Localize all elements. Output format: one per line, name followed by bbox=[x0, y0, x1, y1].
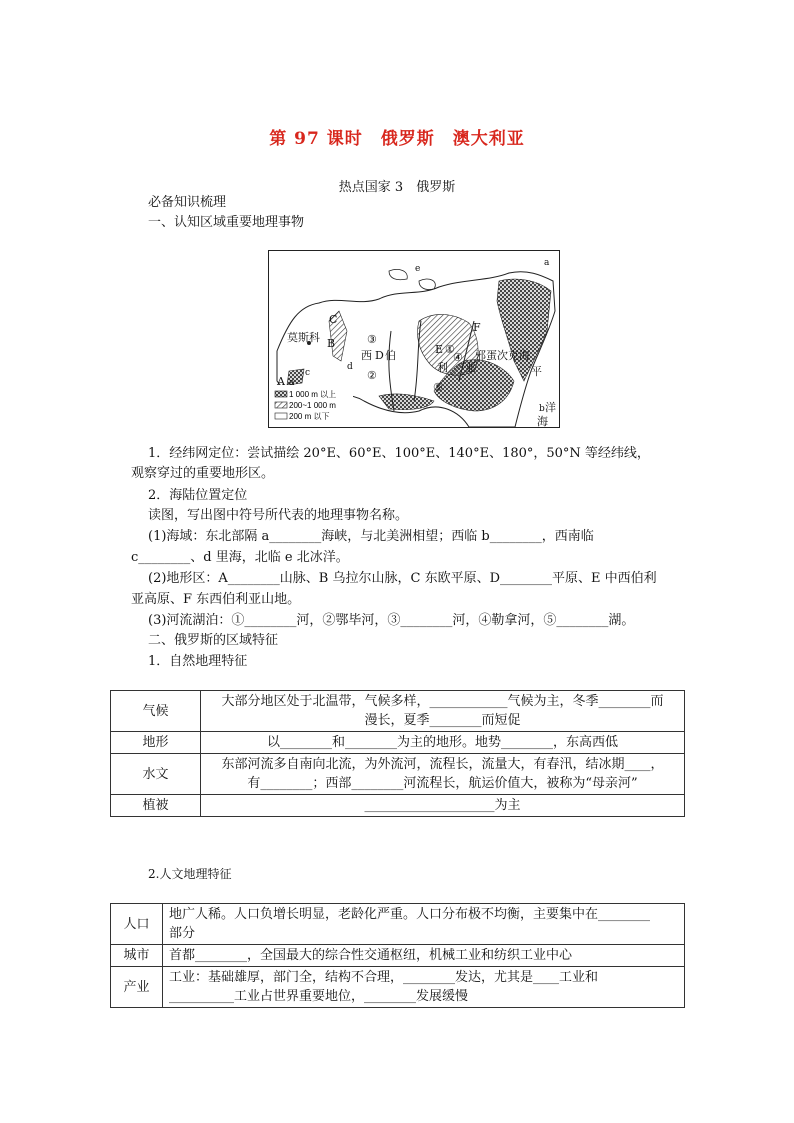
map-label-e: e bbox=[415, 264, 421, 274]
climate-line-2: 漫长，夏季________而短促 bbox=[364, 713, 521, 728]
map-label-b: b bbox=[539, 404, 545, 414]
table-row bbox=[111, 967, 685, 1008]
russia-map-graphic bbox=[269, 251, 559, 427]
hydrology-line-1: 东部河流多自南向北流，为外流河，流程长，流量大，有春汛，结冰期____， bbox=[221, 757, 664, 772]
human-heading: 2.人文地理特征 bbox=[148, 867, 232, 881]
map-label-verkhoyansk: 邪蛋次克海 bbox=[475, 349, 530, 362]
row-label-city: 城市 bbox=[111, 945, 163, 967]
table-row bbox=[111, 795, 685, 817]
row-content-hydrology bbox=[201, 754, 685, 795]
map-label-ya: 亚 bbox=[465, 361, 476, 374]
population-line-1: 地广人稀。人口负增长明显，老龄化严重。人口分布极不均衡，主要集中在________ bbox=[169, 907, 651, 922]
table-row bbox=[111, 732, 685, 754]
table-row bbox=[111, 945, 685, 967]
map-label-4: ④ bbox=[453, 351, 463, 364]
part2-heading: 二、俄罗斯的区域特征 bbox=[148, 633, 279, 648]
map-label-d: d bbox=[347, 362, 353, 372]
part1-heading: 一、认知区域重要地理事物 bbox=[148, 215, 305, 230]
map-label-xi: 西 bbox=[361, 349, 372, 362]
row-content-climate bbox=[201, 691, 685, 732]
vegetation-line-1: ____________________为主 bbox=[364, 798, 521, 813]
industry-line-1: 工业：基础雄厚，部门全，结构不合理，________发达，尤其是____工业和 bbox=[169, 970, 599, 985]
hydrology-line-2: 有________；西部________河流程长，航运价值大，被称为“母亲河” bbox=[247, 776, 638, 791]
row-label-vegetation: 植被 bbox=[111, 795, 201, 817]
natural-heading: 1．自然地理特征 bbox=[148, 654, 248, 669]
industry-line-2: __________工业占世界重要地位，________发展缓慢 bbox=[169, 989, 469, 1004]
table-row bbox=[111, 691, 685, 732]
row-label-hydrology: 水文 bbox=[111, 754, 201, 795]
q2-landform-line2: 亚高原、F 东西伯利亚山地。 bbox=[131, 592, 301, 607]
map-label-yang: 洋 bbox=[545, 401, 556, 414]
map-label-A: A bbox=[277, 375, 285, 388]
population-line-2: 部分 bbox=[169, 926, 196, 941]
legend-label-low: 200 m 以下 bbox=[289, 412, 330, 421]
map-label-a-west: a bbox=[289, 378, 295, 388]
q1-line1: 1．经纬网定位：尝试描绘 20°E、60°E、100°E、140°E、180°，50°N 等经纬线， bbox=[148, 446, 650, 461]
map-label-B: B bbox=[327, 337, 336, 350]
row-label-industry: 产业 bbox=[111, 967, 163, 1008]
row-content-population bbox=[163, 904, 685, 945]
q2-rivers-line: (3)河流湖泊：①________河，②鄂毕河，③________河，④勒拿河，⑤________湖。 bbox=[148, 613, 635, 628]
map-label-li: 利 bbox=[437, 361, 448, 374]
row-content-industry bbox=[163, 967, 685, 1008]
table-row bbox=[111, 904, 685, 945]
q2-sea-line2: c________、d 里海，北临 e 北冰洋。 bbox=[131, 550, 349, 565]
map-label-1: ① bbox=[445, 343, 455, 356]
map-label-ping: 平 bbox=[531, 365, 542, 378]
terrain-line-1: 以________和________为主的地形。地势________，东高西低 bbox=[266, 735, 618, 750]
map-label-2: ② bbox=[367, 369, 377, 382]
row-content-terrain bbox=[201, 732, 685, 754]
legend-label-high: 1 000 m 以上 bbox=[289, 390, 337, 399]
map-label-c: c bbox=[305, 368, 311, 378]
table-row bbox=[111, 754, 685, 795]
russia-map bbox=[268, 250, 560, 428]
row-label-terrain: 地形 bbox=[111, 732, 201, 754]
row-content-city bbox=[163, 945, 685, 967]
map-label-C: C bbox=[329, 313, 338, 326]
q2-heading: 2．海陆位置定位 bbox=[148, 488, 248, 503]
row-content-vegetation bbox=[201, 795, 685, 817]
section-heading: 必备知识梳理 bbox=[148, 195, 227, 210]
map-label-D: D bbox=[375, 349, 384, 362]
city-line-1: 首都________，全国最大的综合性交通枢纽，机械工业和纺织工业中心 bbox=[169, 948, 573, 963]
q1-line2: 观察穿过的重要地形区。 bbox=[131, 466, 275, 481]
human-features-table bbox=[110, 903, 685, 1008]
subtitle: 热点国家 3 俄罗斯 bbox=[338, 180, 456, 195]
map-label-moscow: 莫斯科 bbox=[287, 331, 320, 344]
q2-sea-line1: (1)海域：东北部隔 a________海峡，与北美洲相望；西临 b________，西南临 bbox=[148, 529, 594, 544]
legend-label-mid: 200~1 000 m bbox=[289, 401, 336, 410]
page-title: 第 97 课时 俄罗斯 澳大利亚 bbox=[269, 129, 525, 149]
row-label-population: 人口 bbox=[111, 904, 163, 945]
natural-features-table bbox=[110, 690, 685, 817]
q2-landform-line1: (2)地形区：A________山脉、B 乌拉尔山脉，C 东欧平原、D________平原、E 中西伯利 bbox=[148, 571, 657, 586]
climate-line-1: 大部分地区处于北温带，气候多样，____________气候为主，冬季________而 bbox=[221, 694, 664, 709]
q2-intro: 读图，写出图中符号所代表的地理事物名称。 bbox=[148, 508, 409, 523]
map-label-bo: 伯 bbox=[385, 349, 396, 362]
row-label-climate: 气候 bbox=[111, 691, 201, 732]
map-label-5: ⑤ bbox=[433, 381, 443, 394]
map-label-F: F bbox=[473, 321, 481, 334]
map-label-E: E bbox=[435, 343, 444, 356]
map-label-a: a bbox=[544, 258, 550, 268]
map-label-hai: 海 bbox=[537, 415, 548, 427]
map-label-3: ③ bbox=[367, 333, 377, 346]
